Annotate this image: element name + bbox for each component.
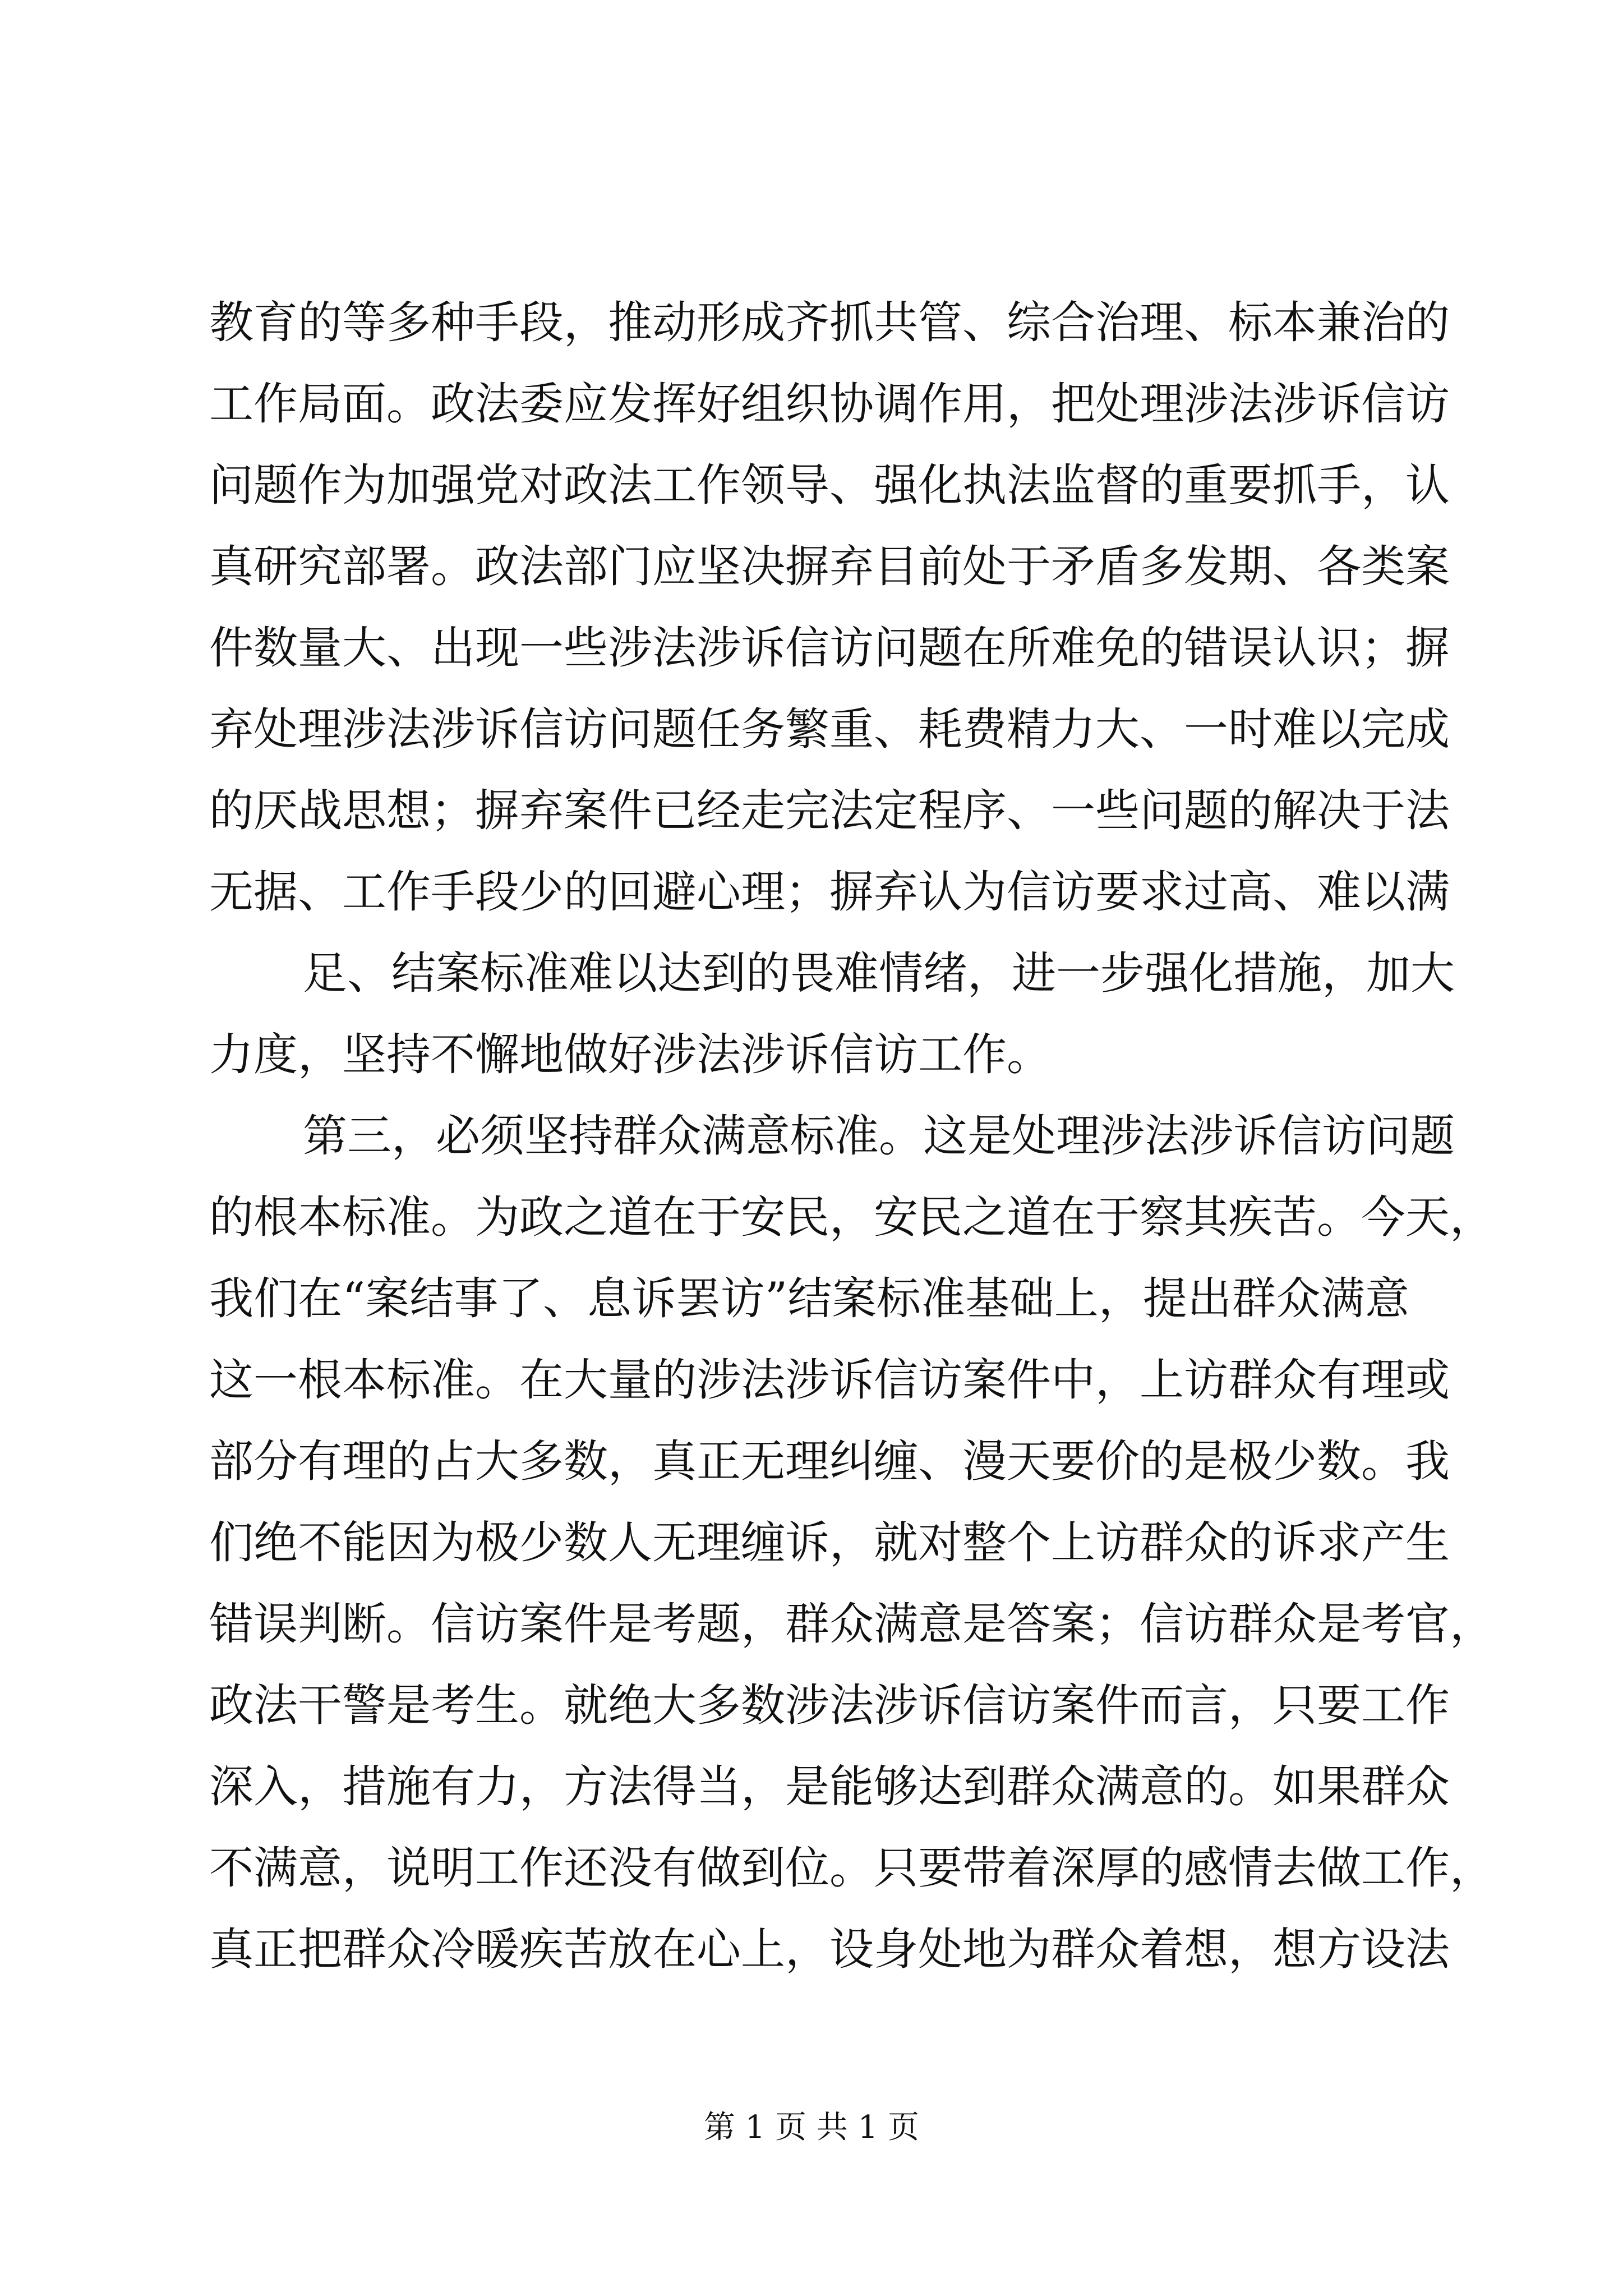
text-line: 们绝不能因为极少数人无理缠诉，就对整个上访群众的诉求产生 xyxy=(209,1517,1450,1568)
text-line: 这一根本标准。在大量的涉法涉诉信访案件中，上访群众有理或 xyxy=(209,1354,1450,1406)
text-line: 不满意，说明工作还没有做到位。只要带着深厚的感情去做工作， xyxy=(209,1842,1494,1894)
text-line: 力度，坚持不懈地做好涉法涉诉信访工作。 xyxy=(209,1029,1051,1080)
text-line: 弃处理涉法涉诉信访问题任务繁重、耗费精力大、一时难以完成 xyxy=(209,703,1450,755)
text-line: 教育的等多种手段，推动形成齐抓共管、综合治理、标本兼治的 xyxy=(209,297,1450,348)
text-line: 件数量大、出现一些涉法涉诉信访问题在所难免的错误认识；摒 xyxy=(209,622,1450,674)
text-line: 真正把群众冷暖疾苦放在心上，设身处地为群众着想，想方设法 xyxy=(209,1924,1450,1975)
text-line: 无据、工作手段少的回避心理；摒弃认为信访要求过高、难以满 xyxy=(209,866,1450,918)
text-line: 错误判断。信访案件是考题，群众满意是答案；信访群众是考官， xyxy=(209,1598,1494,1650)
text-line: 部分有理的占大多数，真正无理纠缠、漫天要价的是极少数。我 xyxy=(209,1435,1450,1487)
text-line: 的厌战思想；摒弃案件已经走完法定程序、一些问题的解决于法 xyxy=(209,785,1450,836)
text-line: 政法干警是考生。就绝大多数涉法涉诉信访案件而言，只要工作 xyxy=(209,1680,1450,1731)
text-line: 的根本标准。为政之道在于安民，安民之道在于察其疾苦。今天， xyxy=(209,1191,1494,1243)
text-line: 工作局面。政法委应发挥好组织协调作用，把处理涉法涉诉信访 xyxy=(209,378,1450,430)
text-line: 足、结案标准难以达到的畏难情绪，进一步强化措施，加大 xyxy=(303,947,1455,999)
text-line: 我们在“案结事了、息诉罢访”结案标准基础上，提出群众满意 xyxy=(209,1273,1409,1324)
text-line: 真研究部署。政法部门应坚决摒弃目前处于矛盾多发期、各类案 xyxy=(209,541,1450,592)
page-number-footer: 第 1 页 共 1 页 xyxy=(703,2109,920,2146)
text-line: 深入，措施有力，方法得当，是能够达到群众满意的。如果群众 xyxy=(209,1761,1450,1812)
text-line: 问题作为加强党对政法工作领导、强化执法监督的重要抓手，认 xyxy=(209,459,1450,511)
paragraph-start-line: 第三，必须坚持群众满意标准。这是处理涉法涉诉信访问题 xyxy=(303,1110,1455,1162)
